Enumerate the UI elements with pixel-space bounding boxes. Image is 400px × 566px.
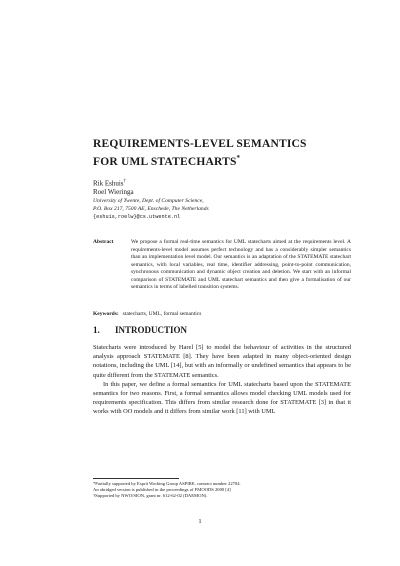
- footnote-2: An abridged version is published in the proceedings of FMOODS 2000 [4]: [93, 487, 231, 492]
- author-2: [93, 188, 353, 197]
- author-1-mark: †: [123, 179, 127, 184]
- title-line-2: [93, 151, 353, 169]
- body-text: [93, 343, 351, 417]
- page-number: 1: [198, 518, 202, 525]
- author-2-name: Roel Wieringa: [93, 188, 134, 197]
- keywords: [93, 311, 351, 317]
- section-title: INTRODUCTION: [115, 325, 188, 335]
- footnotes: [93, 481, 351, 499]
- affiliation-line-1: University of Twente, Dept. of Computer Science,: [93, 198, 204, 205]
- footnote-rule: [93, 478, 179, 479]
- author-1-name: Rik Eshuis: [93, 179, 124, 188]
- keywords-text: statecharts, UML, formal semantics: [122, 311, 202, 317]
- paragraph-2: In this paper, we define a formal semantics for UML statecharts based upon the STATEMATE semantics for two reasons. First, a formal semantics allows model checking UML models used for requirements specification. This differs from similar research done for STATEMATE [3] in that it works with OO models and it differs from similar work [11] with UML: [93, 380, 351, 416]
- author-block: [93, 177, 353, 221]
- paper-title: [93, 137, 353, 169]
- abstract-label: Abstract: [93, 239, 114, 245]
- author-email: {eshuis,roelw}@cs.utwente.nl: [93, 214, 181, 221]
- author-1: [93, 177, 353, 188]
- title-footnote-mark: *: [236, 154, 241, 162]
- title-line-2-text: FOR UML STATECHARTS: [93, 155, 237, 168]
- title-line-1: REQUIREMENTS-LEVEL SEMANTICS: [93, 138, 307, 150]
- footnote-1: *Partially supported by Esprit Working Group ASPIRE, contract number 22704.: [93, 481, 241, 486]
- affiliation-line-2: P.O. Box 217, 7500 AE, Enschede, The Netherlands: [93, 206, 209, 213]
- paragraph-1: Statecharts were introduced by Harel [5] to model the behaviour of activities in the structured analysis approach STATEMATE [8]. They have been adapted in many object-oriented design notations, including the UML [14], but with an informally or undefined semantics that appears to be quite different from the STATEMATE semantics.: [93, 344, 351, 379]
- section-heading: [93, 325, 351, 335]
- section-number: 1.: [93, 325, 100, 335]
- keywords-label: Keywords:: [93, 311, 119, 317]
- footnote-3: †Supported by NWO/SION, grant nr. 612-62-02 (DAEMON).: [93, 493, 208, 498]
- abstract-text: We propose a formal real-time semantics for UML statecharts aimed at the requirements level. A requirements-level model assumes perfect technology and has a considerably simpler semantics than an implementation level model. Our semantics is an adaptation of the STATEMATE statechart semantics, with local variables, real time, identifier addressing, point-to-point communication, synchronous communication and dynamic object creation and deletion. We start with an informal comparison of STATEMATE and UML statechart semantics and then give a formalisation of our semantics in terms of labelled transition systems.: [131, 239, 351, 290]
